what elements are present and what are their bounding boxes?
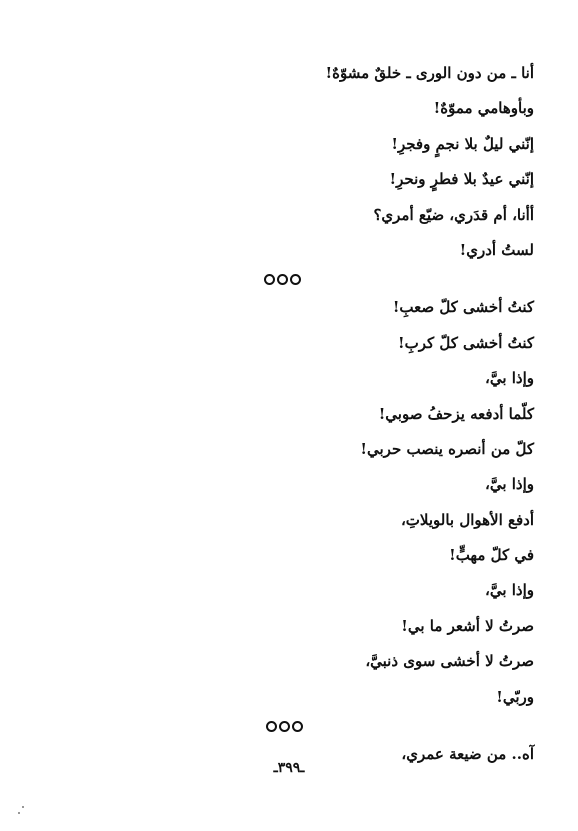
poem-line: كلّ من أنصره ينصب حربي!: [360, 439, 534, 458]
ring-ornament-icon: [266, 721, 277, 732]
scan-speck: [18, 812, 20, 814]
poem-line: وإذا بيَّ،: [485, 475, 534, 494]
poem-line: صرتُ لا أشعر ما بي!: [401, 616, 534, 635]
poem-text: [114, 56, 534, 772]
ring-ornament-icon: [264, 274, 275, 285]
poem-line: وإذا بيَّ،: [485, 369, 534, 388]
poem-line: كنتُ أخشى كلّ صعبِ!: [392, 298, 534, 317]
poem-line: كلّما أدفعه يزحفُ صوبي!: [378, 404, 534, 423]
poem-line: إنّني ليلٌ بلا نجمٍ وفجرِ!: [391, 134, 534, 153]
poem-line: صرتُ لا أخشى سوى ذنبيَّ،: [365, 652, 534, 671]
poem-line: أدفع الأهوال بالويلاتِ،: [400, 510, 534, 529]
poem-line: لستُ أدري!: [459, 240, 534, 259]
poem-line: وبأوهامي مموّهٌ!: [433, 99, 534, 118]
poem-line: أأنا، أم قدَري، ضيّع أمري؟: [373, 205, 534, 224]
poem-line: وربّي!: [496, 687, 534, 706]
poem-line: أنا ـ من دون الورى ـ خلقٌ مشوّهٌ!: [325, 64, 534, 82]
poem-line: آه.. من ضيعة عمري،: [401, 745, 534, 764]
poem-line: كنتُ أخشى كلّ كربِ!: [397, 333, 534, 352]
stanza-divider: [114, 268, 534, 290]
poem-line: إنّني عيدٌ بلا فطرٍ ونحرِ!: [389, 170, 534, 189]
scan-speck: [22, 806, 24, 808]
poem-line: وإذا بيَّ،: [485, 581, 534, 600]
stanza-divider: [114, 715, 534, 737]
ring-ornament-icon: [292, 721, 303, 732]
ring-ornament-icon: [290, 274, 301, 285]
poem-line: في كلّ مهبٍّ!: [449, 546, 534, 565]
ring-ornament-icon: [277, 274, 288, 285]
ring-ornament-icon: [279, 721, 290, 732]
page-number: ـ٣٩٩ـ: [273, 760, 305, 776]
